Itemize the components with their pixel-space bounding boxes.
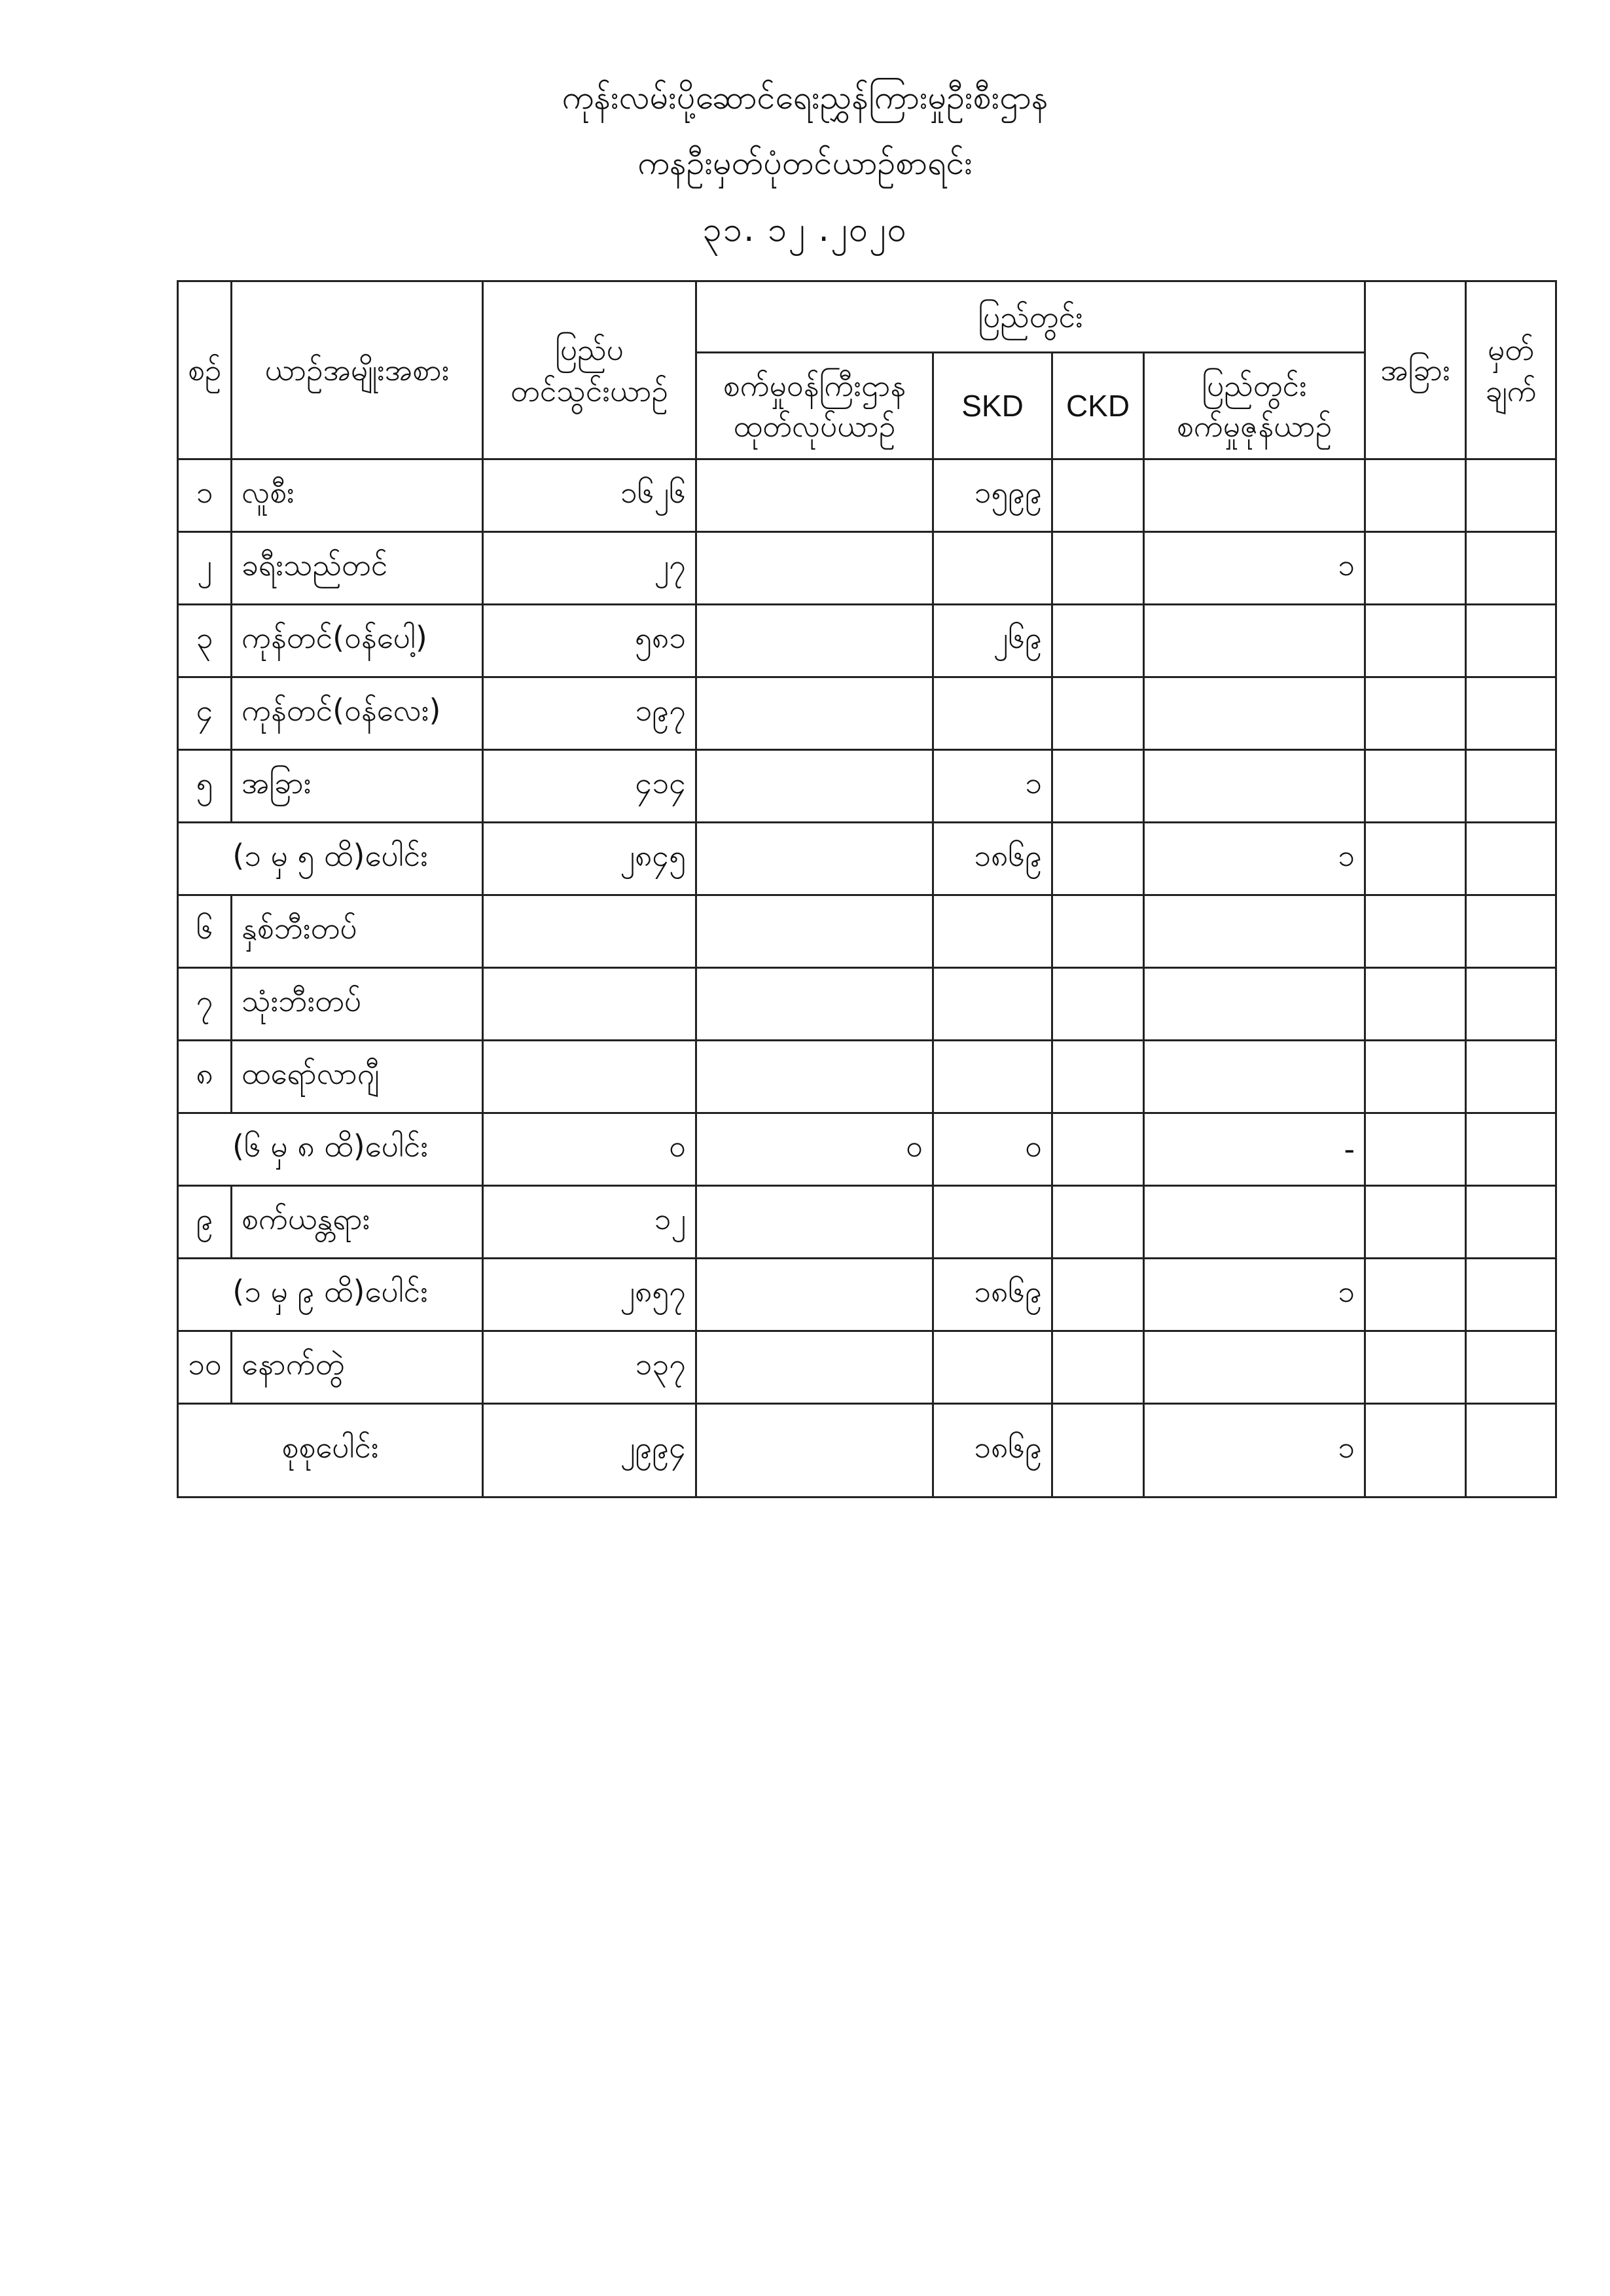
col-header-vehicle-type: ယာဉ်အမျိုးအစား [232,281,483,459]
cell-ckd [1052,459,1144,532]
cell-serial: ၄ [178,677,232,750]
cell-vehicle-type: လူစီး [232,459,483,532]
cell-skd: ၂၆၉ [933,605,1052,677]
cell-serial: ၁၀ [178,1331,232,1404]
cell-other [1365,532,1466,605]
cell-imported: ၁၉၇ [483,677,696,750]
table-row [178,750,1556,823]
cell-imported [483,895,696,968]
col-header-ckd: CKD [1052,353,1144,459]
cell-skd [933,895,1052,968]
cell-serial: ၁ [178,459,232,532]
cell-local [1144,895,1365,968]
col-header-skd: SKD [933,353,1052,459]
table-row [178,459,1556,532]
report-title: ကုန်းလမ်းပို့ဆောင်ရေးညွှန်ကြားမှုဦးစီးဌာန [562,79,1048,117]
cell-factory [696,459,933,532]
cell-factory [696,1041,933,1113]
subtotal-label: (၆ မှ ၈ ထိ)ပေါင်း [178,1113,483,1186]
cell-vehicle-type: ကုန်တင်(ဝန်လေး) [232,677,483,750]
cell-ckd [1052,750,1144,823]
cell-imported [483,968,696,1041]
cell-ckd [1052,1041,1144,1113]
cell-serial: ၉ [178,1186,232,1259]
col-header-imported-line1: ပြည်ပ [555,332,624,368]
report-subtitle: ကနဦးမှတ်ပုံတင်ယာဉ်စာရင်း [637,144,973,182]
table-row [178,1331,1556,1404]
cell-ckd [1052,677,1144,750]
cell-local: ၁ [1144,532,1365,605]
cell-remarks [1466,1259,1556,1331]
cell-local: - [1144,1113,1365,1186]
cell-local: ၁ [1144,823,1365,895]
cell-remarks [1466,1041,1556,1113]
cell-other [1365,1113,1466,1186]
col-header-factory-line1: စက်မှုဝန်ကြီးဌာန [723,367,906,403]
table-row [178,895,1556,968]
col-header-remarks [1466,281,1556,459]
cell-imported: ၄၁၄ [483,750,696,823]
table-row [178,677,1556,750]
cell-vehicle-type: ကုန်တင်(ဝန်ပေါ့) [232,605,483,677]
cell-vehicle-type: သုံးဘီးတပ် [232,968,483,1041]
cell-ckd [1052,1113,1144,1186]
cell-local [1144,1331,1365,1404]
cell-local [1144,1041,1365,1113]
cell-vehicle-type: ခရီးသည်တင် [232,532,483,605]
cell-local: ၁ [1144,1404,1365,1498]
cell-ckd [1052,532,1144,605]
cell-remarks [1466,1113,1556,1186]
cell-factory [696,823,933,895]
cell-factory [696,750,933,823]
cell-imported [483,1041,696,1113]
cell-factory [696,1186,933,1259]
cell-ckd [1052,823,1144,895]
cell-other [1365,459,1466,532]
cell-remarks [1466,750,1556,823]
col-header-factory-line2: ထုတ်လုပ်ယာဉ် [733,408,896,444]
table-row [178,1186,1556,1259]
cell-vehicle-type: နောက်တွဲ [232,1331,483,1404]
cell-serial: ၈ [178,1041,232,1113]
cell-skd: ၀ [933,1113,1052,1186]
col-header-imported [483,281,696,459]
cell-local [1144,459,1365,532]
cell-skd [933,532,1052,605]
cell-skd: ၁ [933,750,1052,823]
col-header-local-line2: စက်မှုဇုန်ယာဉ် [1176,408,1333,444]
cell-other [1365,1259,1466,1331]
cell-local [1144,605,1365,677]
cell-skd [933,1041,1052,1113]
col-header-remarks-line2: ချက် [1485,372,1537,408]
cell-skd: ၁၈၆၉ [933,1404,1052,1498]
cell-ckd [1052,895,1144,968]
cell-factory: ၀ [696,1113,933,1186]
cell-ckd [1052,1186,1144,1259]
cell-skd: ၁၈၆၉ [933,1259,1052,1331]
cell-imported: ၁၆၂၆ [483,459,696,532]
col-header-imported-line2: တင်သွင်းယာဉ် [510,372,669,408]
cell-serial: ၇ [178,968,232,1041]
col-header-domestic-group: ပြည်တွင်း [696,281,1365,353]
cell-factory [696,1404,933,1498]
cell-imported: ၂၈၅၇ [483,1259,696,1331]
cell-imported: ၂၉၉၄ [483,1404,696,1498]
cell-remarks [1466,459,1556,532]
cell-remarks [1466,1186,1556,1259]
subtotal-row [178,1404,1556,1498]
cell-other [1365,1404,1466,1498]
cell-factory [696,605,933,677]
cell-other [1365,1331,1466,1404]
table-row [178,532,1556,605]
col-header-remarks-line1: မှတ် [1488,332,1535,368]
subtotal-label: (၁ မှ ၉ ထိ)ပေါင်း [178,1259,483,1331]
cell-skd [933,968,1052,1041]
subtotal-label: (၁ မှ ၅ ထိ)ပေါင်း [178,823,483,895]
cell-other [1365,1041,1466,1113]
cell-factory [696,677,933,750]
cell-skd: ၁၅၉၉ [933,459,1052,532]
cell-other [1365,895,1466,968]
cell-local: ၁ [1144,1259,1365,1331]
subtotal-label: စုစုပေါင်း [178,1404,483,1498]
cell-other [1365,605,1466,677]
col-header-local-industrial [1144,353,1365,459]
cell-remarks [1466,605,1556,677]
cell-local [1144,968,1365,1041]
cell-ckd [1052,968,1144,1041]
table-row [178,605,1556,677]
col-header-serial: စဉ် [178,281,232,459]
cell-local [1144,677,1365,750]
cell-factory [696,968,933,1041]
cell-imported: ၁၃၇ [483,1331,696,1404]
cell-factory [696,1259,933,1331]
cell-skd [933,1331,1052,1404]
cell-other [1365,677,1466,750]
cell-vehicle-type: နှစ်ဘီးတပ် [232,895,483,968]
cell-vehicle-type: ထရော်လာဂျီ [232,1041,483,1113]
cell-factory [696,532,933,605]
cell-serial: ၅ [178,750,232,823]
vehicle-registration-table [177,280,1557,1498]
cell-ckd [1052,1259,1144,1331]
cell-serial: ၃ [178,605,232,677]
cell-skd: ၁၈၆၉ [933,823,1052,895]
cell-imported: ၂၈၄၅ [483,823,696,895]
table-row [178,968,1556,1041]
cell-remarks [1466,895,1556,968]
cell-remarks [1466,532,1556,605]
cell-remarks [1466,968,1556,1041]
cell-imported: ၅၈၁ [483,605,696,677]
table-body [178,459,1556,1498]
cell-imported: ၂၇ [483,532,696,605]
cell-imported: ၁၂ [483,1186,696,1259]
cell-other [1365,823,1466,895]
cell-imported: ၀ [483,1113,696,1186]
cell-ckd [1052,1404,1144,1498]
subtotal-row [178,1113,1556,1186]
cell-other [1365,1186,1466,1259]
cell-factory [696,895,933,968]
subtotal-row [178,1259,1556,1331]
col-header-factory [696,353,933,459]
table-row [178,1041,1556,1113]
col-header-local-line1: ပြည်တွင်း [1202,367,1307,403]
report-date: ၃၁. ၁၂ .၂၀၂၀ [702,210,908,249]
cell-skd [933,677,1052,750]
cell-local [1144,1186,1365,1259]
cell-remarks [1466,823,1556,895]
cell-remarks [1466,1404,1556,1498]
cell-serial: ၆ [178,895,232,968]
cell-remarks [1466,677,1556,750]
subtotal-row [178,823,1556,895]
cell-factory [696,1331,933,1404]
cell-local [1144,750,1365,823]
cell-ckd [1052,1331,1144,1404]
cell-serial: ၂ [178,532,232,605]
cell-ckd [1052,605,1144,677]
cell-skd [933,1186,1052,1259]
cell-other [1365,968,1466,1041]
cell-other [1365,750,1466,823]
cell-vehicle-type: စက်ယန္တရား [232,1186,483,1259]
cell-vehicle-type: အခြား [232,750,483,823]
cell-remarks [1466,1331,1556,1404]
col-header-other: အခြား [1365,281,1466,459]
